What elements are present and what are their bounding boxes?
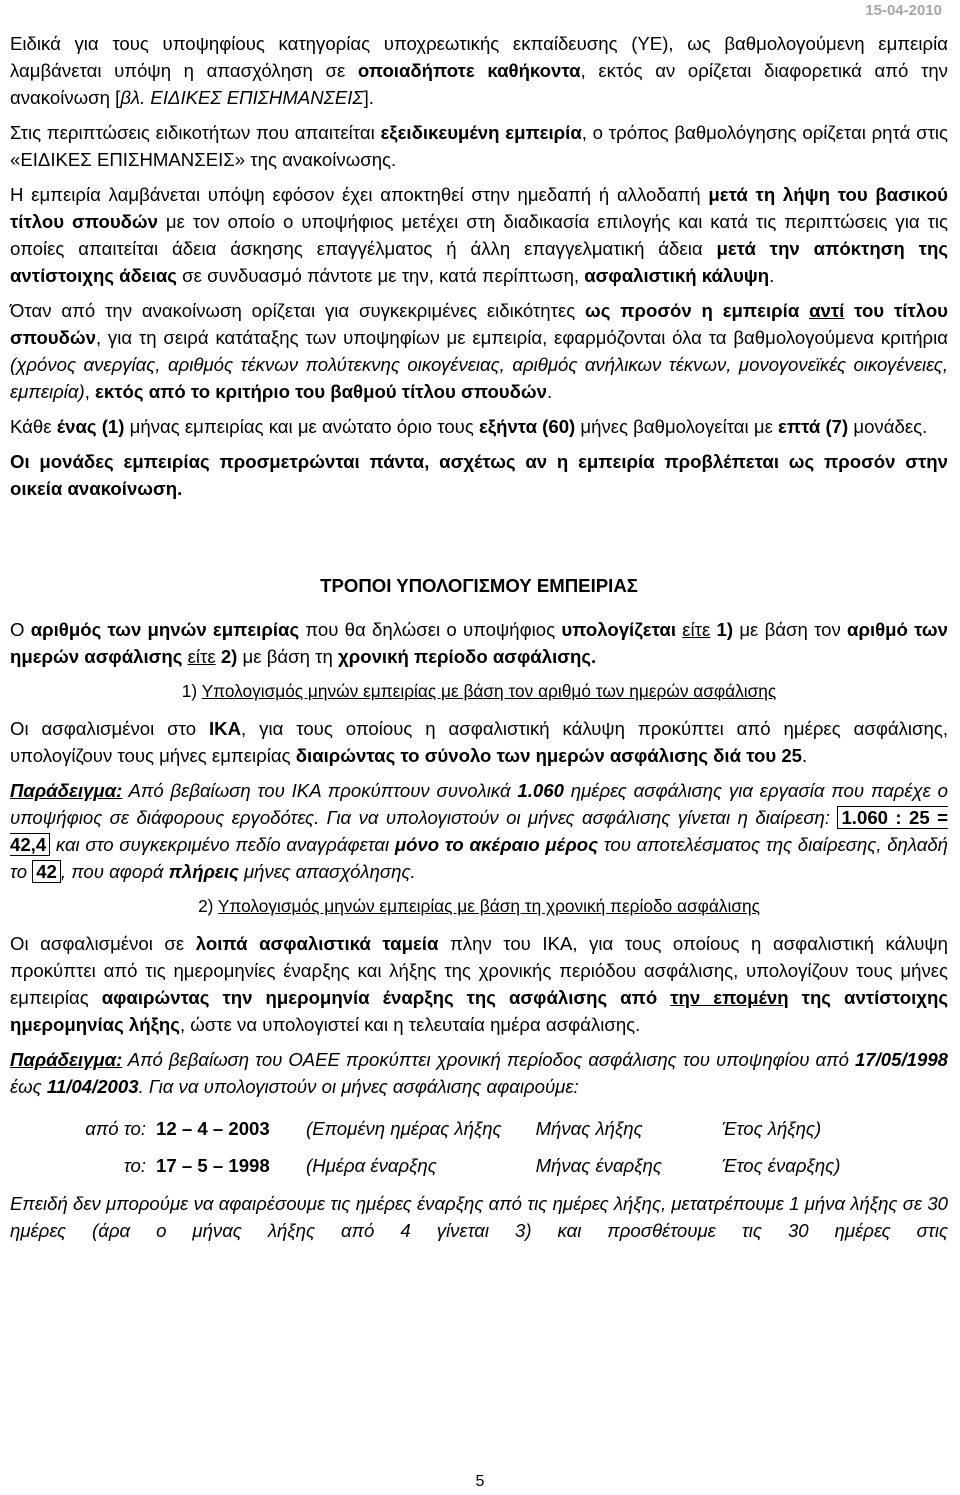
- paragraph-other-funds: Οι ασφαλισμένοι σε λοιπά ασφαλιστικά ταμεία πλην του ΙΚΑ, για τους οποίους η ασφαλιστική κάλυψη προκύπτει από τις ημερομηνίες έναρξης και λήξης της χρονικής περιόδου ασφάλισης, υπολογίζουν τους μήνες εμπειρίας αφαιρώντας την ημερομηνία έναρξης της ασφάλισης από την επομένη της αντίστοιχης ημερομηνίας λήξης, ώστε να υπολογιστεί και η τελευταία ημέρα ασφάλισης.: [10, 933, 948, 1035]
- date-subtraction-table: [62, 1110, 850, 1184]
- paragraph-ika-days: Οι ασφαλισμένοι στο ΙΚΑ, για τους οποίους η ασφαλιστική κάλυψη προκύπτει από ημέρες ασφάλισης, υπολογίζουν τους μήνες εμπειρίας διαιρώντας το σύνολο των ημερών ασφάλισης διά του 25.: [10, 718, 949, 766]
- paragraph-month-conversion: Επειδή δεν μπορούμε να αφαιρέσουμε τις ημέρες έναρξης από τις ημέρες λήξης, μετατρέπουμε 1 μήνα λήξης σε 30 ημέρες (άρα ο μήνας λήξης από 4 γίνεται 3) και προσθέτουμε τις 30 ημέρες στις: [10, 1193, 948, 1241]
- paragraph-months-scoring: Κάθε ένας (1) μήνας εμπειρίας και με ανώτατο όριο τους εξήντα (60) μήνες βαθμολογείται με επτά (7) μονάδες.: [10, 416, 928, 437]
- document-date: 15-04-2010: [865, 2, 942, 19]
- paragraph-experience-as-qualification: Όταν από την ανακοίνωση ορίζεται για συγκεκριμένες ειδικότητες ως προσόν η εμπειρία αντί του τίτλου σπουδών, για τη σειρά κατάταξης των υποψηφίων με εμπειρία, εφαρμόζονται όλα τα βαθμολογούμενα κριτήρια (χρόνος ανεργίας, αριθμός τέκνων πολύτεκνης οικογένειας, αριθμός ανήλικων τέκνων, μονογονεϊκές οικογένειες, εμπειρία), εκτός από το κριτήριο του βαθμού τίτλου σπουδών.: [10, 300, 948, 402]
- example-oaee: Παράδειγμα: Από βεβαίωση του ΟΑΕΕ προκύπτει χρονική περίοδος ασφάλισης του υποψηφίου από 17/05/1998 έως 11/04/2003. Για να υπολογιστούν οι μήνες ασφάλισης αφαιρούμε:: [10, 1049, 948, 1097]
- paragraph-calculation-methods: Ο αριθμός των μηνών εμπειρίας που θα δηλώσει ο υποψήφιος υπολογίζεται είτε 1) με βάση τον αριθμό των ημερών ασφάλισης είτε 2) με βάση τη χρονική περίοδο ασφάλισης.: [10, 619, 948, 667]
- paragraph-experience-conditions: Η εμπειρία λαμβάνεται υπόψη εφόσον έχει αποκτηθεί στην ημεδαπή ή αλλοδαπή μετά τη λήψη του βασικού τίτλου σπουδών με τον οποίο ο υποψήφιος μετέχει στη διαδικασία επιλογής και κατά τις περιπτώσεις για τις οποίες απαιτείται άδεια άσκησης επαγγέλματος ή άλλη επαγγελματική άδεια μετά την απόκτηση της αντίστοιχης άδειας σε συνδυασμό πάντοτε με την, κατά περίπτωση, ασφαλιστική κάλυψη.: [10, 184, 948, 286]
- example-ika: Παράδειγμα: Από βεβαίωση του ΙΚΑ προκύπτουν συνολικά 1.060 ημέρες ασφάλισης για εργασία που παρέχε ο υποψήφιος σε διάφορους εργοδότες. Για να υπολογιστούν οι μήνες ασφάλισης γίνεται η διαίρεση: 1.060 : 25 = 42,4 και στο συγκεκριμένο πεδίο αναγράφεται μόνο το ακέραιο μέρος του αποτελέσματος της διαίρεσης, δηλαδή το 42 , που αφορά πλήρεις μήνες απασχόλησης.: [10, 780, 948, 882]
- paragraph-units-always-counted: Οι μονάδες εμπειρίας προσμετρώνται πάντα, ασχέτως αν η εμπειρία προβλέπεται ως προσόν στην οικεία ανακοίνωση.: [10, 451, 948, 499]
- integer-result-box: 42: [32, 860, 61, 883]
- document-body: [10, 30, 948, 1244]
- section-title: ΤΡΟΠΟΙ ΥΠΟΛΟΓΙΣΜΟΥ ΕΜΠΕΙΡΙΑΣ: [320, 575, 638, 596]
- page-number: 5: [475, 1473, 485, 1490]
- calc-row-end: από το: 12 – 4 – 2003 (Επομένη ημέρας λήξης Μήνας λήξης Έτος λήξης): [85, 1118, 822, 1139]
- paragraph-specialized-experience: Στις περιπτώσεις ειδικοτήτων που απαιτείται εξειδικευμένη εμπειρία, ο τρόπος βαθμολόγησης ορίζεται ρητά στις «ΕΙΔΙΚΕΣ ΕΠΙΣΗΜΑΝΣΕΙΣ» της ανακοίνωσης.: [10, 122, 949, 170]
- paragraph-ye-experience: Ειδικά για τους υποψηφίους κατηγορίας υποχρεωτικής εκπαίδευσης (ΥΕ), ως βαθμολογούμενη εμπειρία λαμβάνεται υπόψη η απασχόληση σε οποιαδήποτε καθήκοντα, εκτός αν ορίζεται διαφορετικά από την ανακοίνωση [βλ. ΕΙΔΙΚΕΣ ΕΠΙΣΗΜΑΝΣΕΙΣ].: [10, 33, 948, 108]
- subsection-title-days: 1) Υπολογισμός μηνών εμπειρίας με βάση τον αριθμό των ημερών ασφάλισης: [181, 681, 777, 701]
- division-result-box: 1.060 : 25 = 42,4: [10, 807, 948, 855]
- subsection-title-period: 2) Υπολογισμός μηνών εμπειρίας με βάση τη χρονική περίοδο ασφάλισης: [198, 896, 760, 916]
- calc-row-start: το: 17 – 5 – 1998 (Ημέρα έναρξης Μήνας έναρξης Έτος έναρξης): [123, 1155, 841, 1176]
